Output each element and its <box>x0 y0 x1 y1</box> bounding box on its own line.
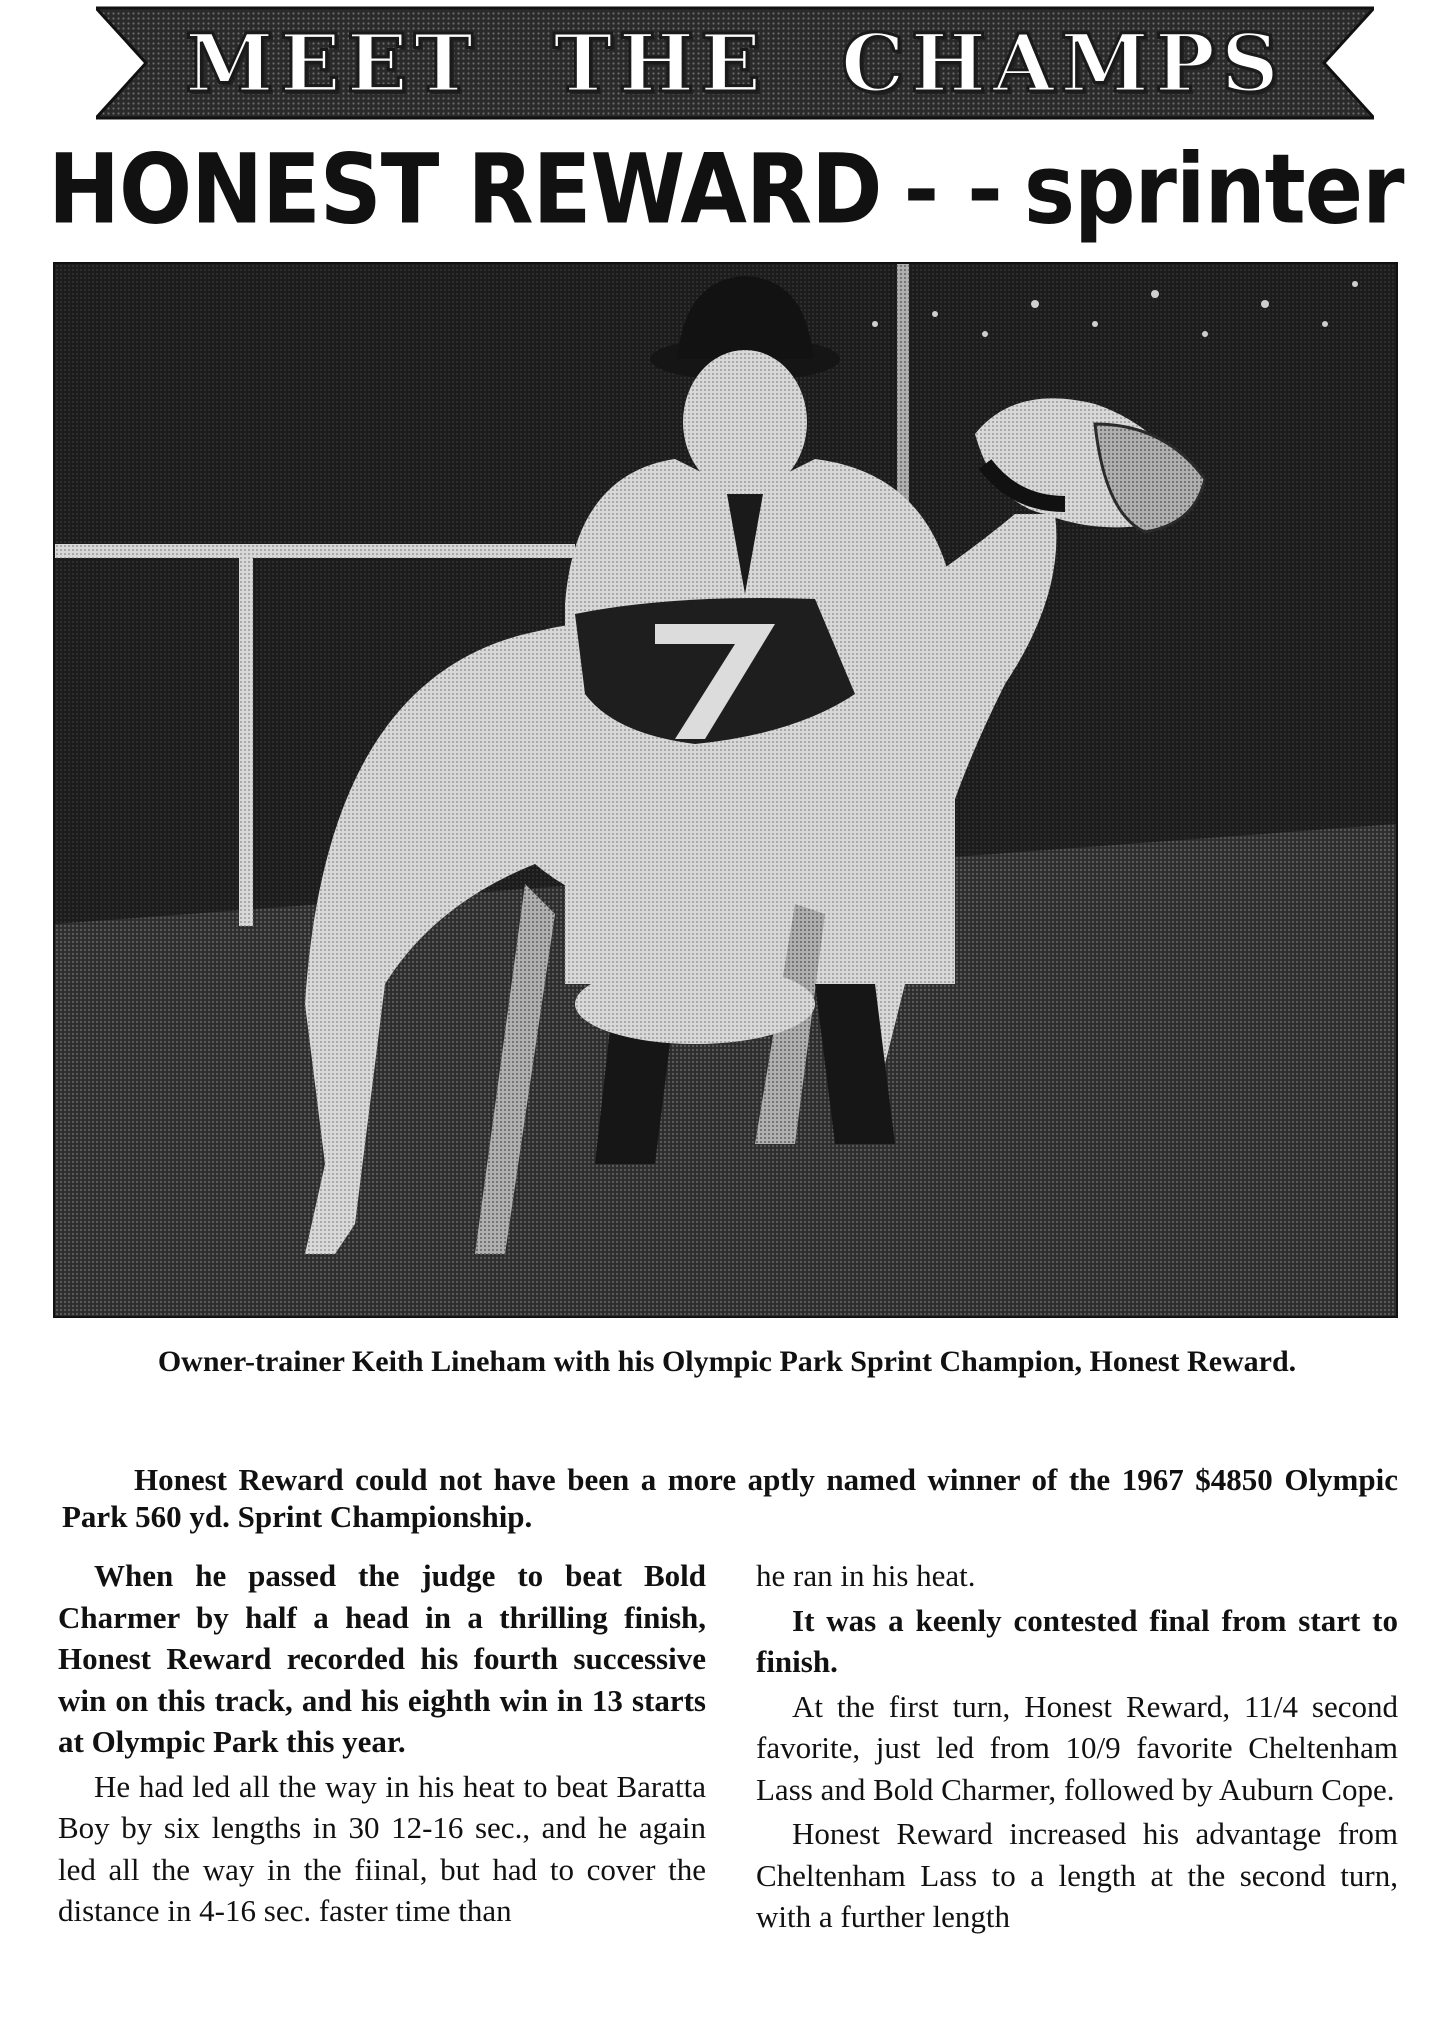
article-paragraph: He had led all the way in his heat to beat Baratta Boy by six lengths in 30 12-16 sec., and he again led all the way in the fiinal, but had to cover the distance in 4-16 sec. faster time than <box>58 1768 706 1928</box>
photo-caption: Owner-trainer Keith Lineham with his Olympic Park Sprint Champion, Honest Reward. <box>157 1345 1297 1378</box>
headline-subtitle: sprinter <box>1023 134 1404 246</box>
masthead-banner <box>96 6 1374 120</box>
article-paragraph: At the first turn, Honest Reward, 11/4 second favorite, just led from 10/9 favorite Cheltenham Lass and Bold Charmer, followed by Auburn Cope. <box>756 1688 1398 1807</box>
article-paragraph: When he passed the judge to beat Bold Charmer by half a head in a thrilling finish, Honest Reward recorded his fourth successive win on this track, and his eighth win in 13 starts at Olympic Park this year. <box>58 1558 706 1759</box>
banner-title: MEET THE CHAMPS <box>185 16 1285 110</box>
article-column-right <box>756 1555 1398 1941</box>
headline <box>48 130 1418 250</box>
lead-paragraph: Honest Reward could not have been a more aptly named winner of the 1967 $4850 Olympic Park 560 yd. Sprint Championship. <box>62 1462 1398 1534</box>
headline-dashes: - - <box>903 140 1002 240</box>
headline-name: HONEST REWARD <box>48 134 882 246</box>
article-paragraph: he ran in his heat. <box>756 1558 976 1593</box>
article-column-left <box>58 1555 706 1935</box>
article-paragraph: It was a keenly contested final from start to finish. <box>756 1602 1398 1679</box>
article-paragraph: Honest Reward increased his advantage from Cheltenham Lass to a length at the second turn, with a further length <box>756 1816 1398 1934</box>
greyhound-photo <box>53 262 1398 1318</box>
